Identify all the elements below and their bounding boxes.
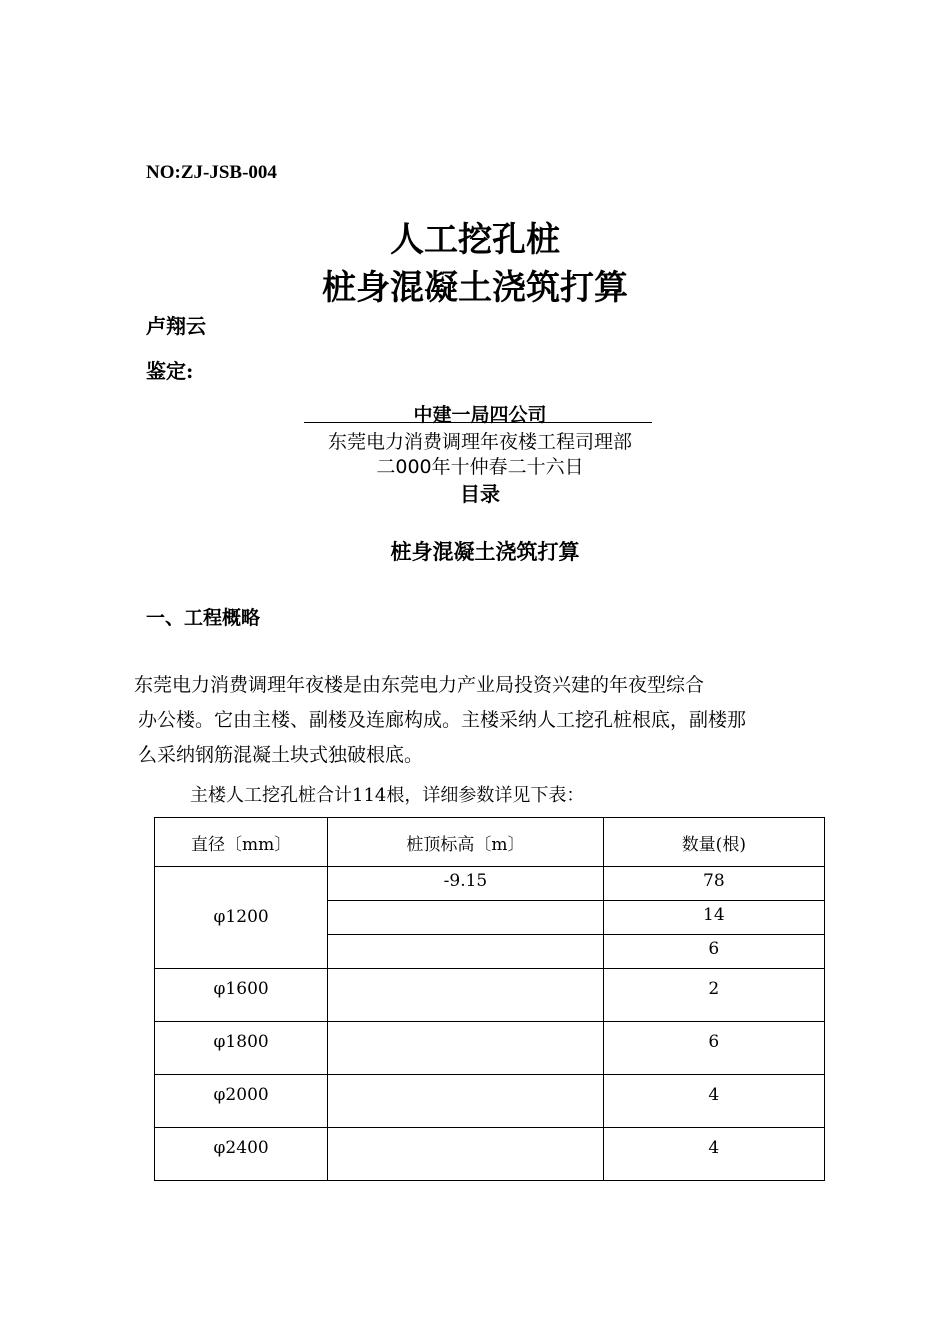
- cell-quantity: 4: [603, 1075, 824, 1128]
- cell-diameter: φ1200: [155, 867, 328, 969]
- cell-elevation: -9.15: [328, 867, 603, 901]
- cell-quantity: 14: [603, 901, 824, 935]
- paragraph-line: 办公楼。它由主楼、副楼及连廊构成。主楼采纳人工挖孔桩根底，副楼那: [138, 709, 747, 731]
- table-row: [155, 1022, 825, 1075]
- paragraph-line: 么采纳钢筋混凝土块式独破根底。: [138, 744, 424, 766]
- cell-elevation: [328, 1022, 603, 1075]
- table-row: [155, 867, 825, 901]
- table-intro: 主楼人工挖孔桩合计114根，详细参数详见下表：: [190, 785, 585, 806]
- cell-diameter: φ1800: [155, 1022, 328, 1075]
- document-title-line-1: 人工挖孔桩: [390, 220, 560, 260]
- approval-label: 鉴定:: [146, 359, 194, 383]
- table-row: [155, 969, 825, 1022]
- cell-quantity: 6: [603, 1022, 824, 1075]
- cell-elevation: [328, 1075, 603, 1128]
- author-name: 卢翔云: [146, 314, 206, 338]
- document-number: NO:ZJ-JSB-004: [146, 162, 277, 183]
- cell-diameter: φ1600: [155, 969, 328, 1022]
- toc-heading: 目录: [460, 482, 500, 506]
- table-row: [155, 1075, 825, 1128]
- overview-paragraph: [134, 668, 834, 773]
- cell-quantity: 2: [603, 969, 824, 1022]
- header-diameter: 直径〔mm〕: [155, 818, 328, 867]
- document-date: 二000年十仲春二十六日: [376, 456, 584, 478]
- cell-diameter: φ2400: [155, 1128, 328, 1181]
- cell-diameter: φ2000: [155, 1075, 328, 1128]
- header-elevation: 桩顶标高〔m〕: [328, 818, 603, 867]
- company-name: 中建一局四公司: [413, 404, 547, 426]
- cell-quantity: 6: [603, 935, 824, 969]
- cell-elevation: [328, 901, 603, 935]
- table-header-row: [155, 818, 825, 867]
- paragraph-line: 东莞电力消费调理年夜楼是由东莞电力产业局投资兴建的年夜型综合: [134, 674, 705, 696]
- section-heading: 一、工程概略: [146, 607, 261, 629]
- company-underline: [304, 422, 652, 423]
- pile-parameter-table: [154, 817, 825, 1181]
- cell-quantity: 4: [603, 1128, 824, 1181]
- table-row: [155, 1128, 825, 1181]
- section-subtitle: 桩身混凝土浇筑打算: [390, 540, 580, 564]
- cell-quantity: 78: [603, 867, 824, 901]
- document-title-line-2: 桩身混凝土浇筑打算: [322, 268, 628, 308]
- header-quantity: 数量(根): [603, 818, 824, 867]
- cell-elevation: [328, 969, 603, 1022]
- department-name: 东莞电力消费调理年夜楼工程司理部: [327, 431, 632, 453]
- cell-elevation: [328, 1128, 603, 1181]
- cell-elevation: [328, 935, 603, 969]
